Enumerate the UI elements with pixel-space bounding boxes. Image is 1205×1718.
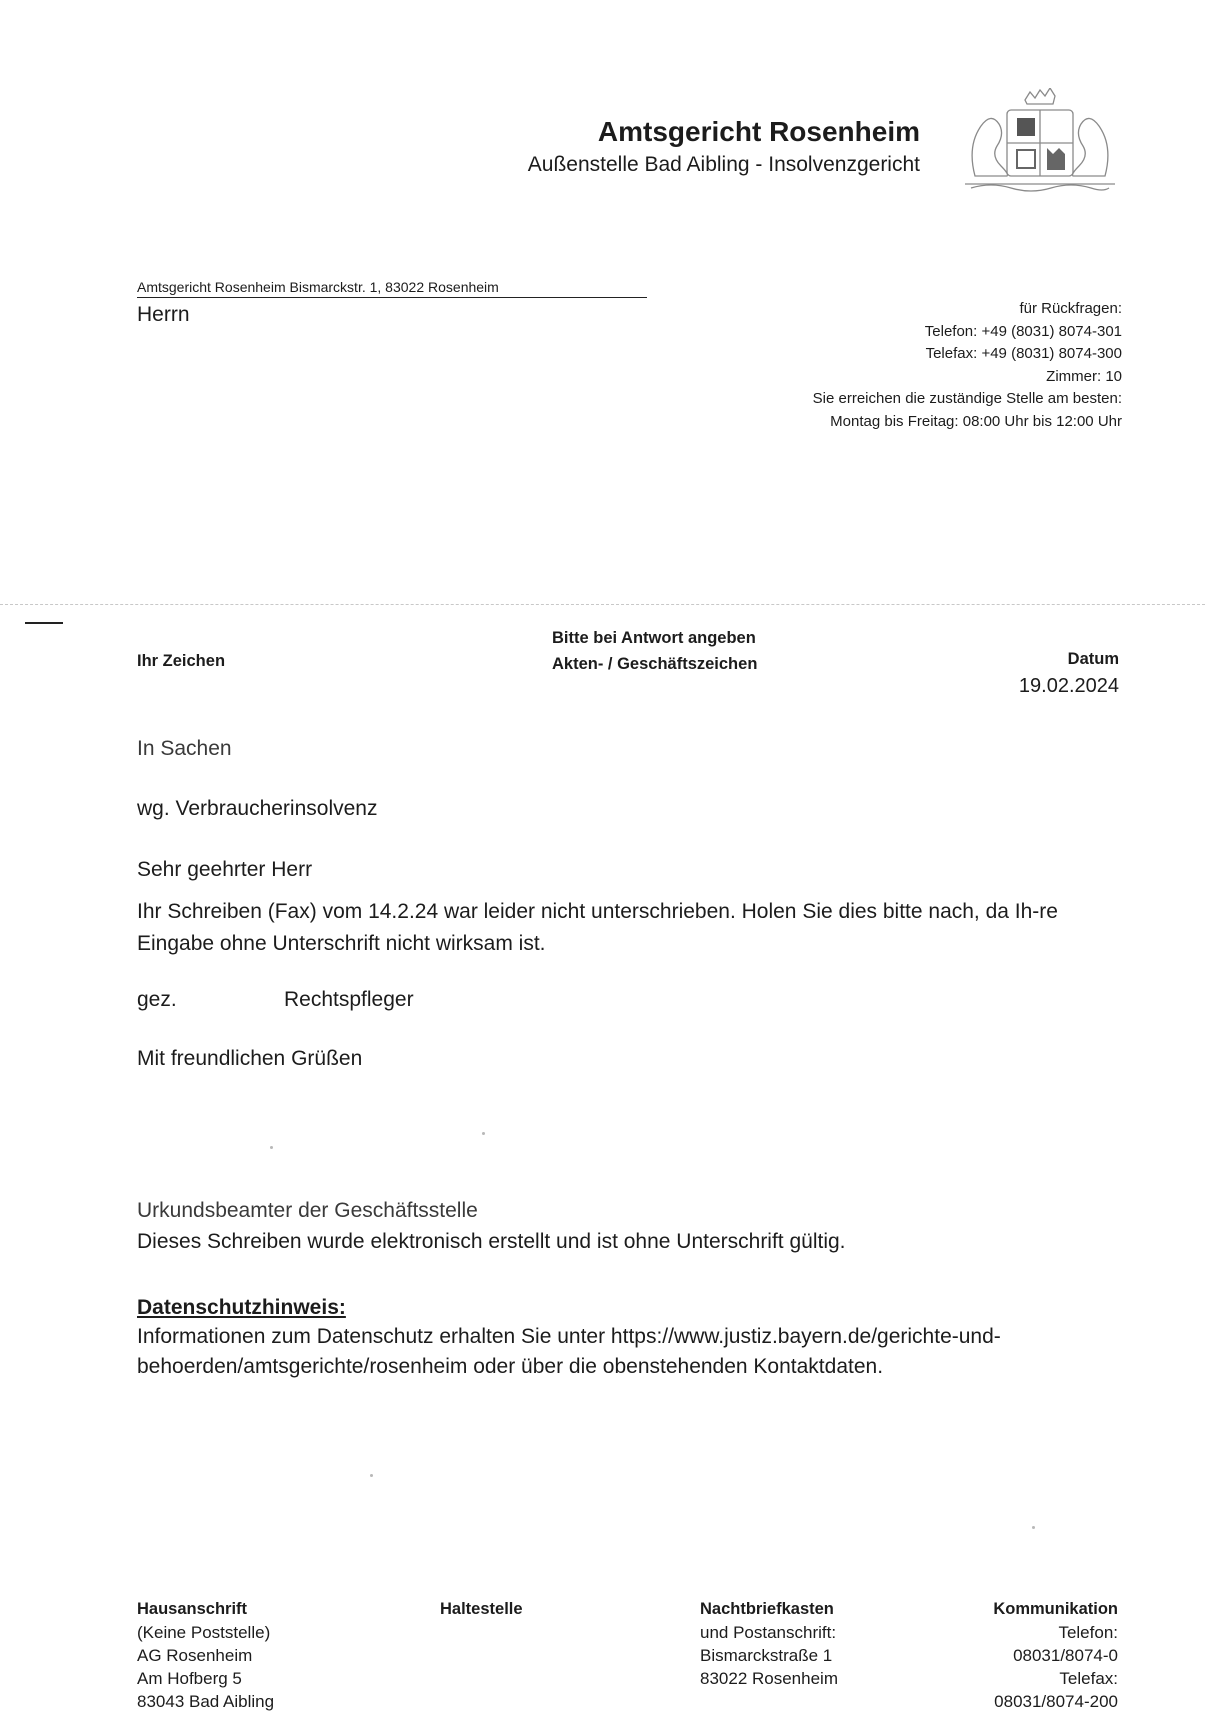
- gez-label: gez.: [137, 988, 177, 1011]
- datum-value: 19.02.2024: [1018, 675, 1119, 697]
- footer-line: und Postanschrift:: [700, 1623, 837, 1642]
- court-title: Amtsgericht Rosenheim: [597, 116, 920, 147]
- contact-block: [813, 298, 1122, 433]
- footer-line: Am Hofberg 5: [137, 1669, 242, 1688]
- privacy-text: Informationen zum Datenschutz erhalten Sie unter https://www.justiz.bayern.de/gerichte-und-behoerden/amtsgerichte/rosenheim oder über die obenstehenden Kontaktdaten.: [137, 1325, 1001, 1378]
- court-subtitle: Außenstelle Bad Aibling - Insolvenzgericht: [527, 153, 920, 176]
- contact-room: Zimmer: 10: [1046, 367, 1122, 385]
- footer-line: Telefax:: [1059, 1669, 1118, 1688]
- footer-nachtbriefkasten-title: Nachtbriefkasten: [700, 1600, 834, 1618]
- footer-kommunikation: [993, 1598, 1118, 1713]
- footer-line: 08031/8074-200: [994, 1692, 1118, 1711]
- fold-line: [0, 604, 1205, 605]
- scan-speck: [270, 1146, 273, 1149]
- greeting: Sehr geehrter Herr: [137, 858, 313, 881]
- fold-mark: [25, 622, 63, 624]
- contact-hours: Montag bis Freitag: 08:00 Uhr bis 12:00 Uhr: [830, 412, 1122, 430]
- scan-speck: [1032, 1526, 1035, 1529]
- footer-line: 83043 Bad Aibling: [137, 1692, 275, 1711]
- privacy-title: Datenschutzhinweis:: [137, 1296, 346, 1319]
- signer-role: Rechtspfleger: [284, 988, 414, 1011]
- footer-hausanschrift-title: Hausanschrift: [137, 1600, 248, 1618]
- footer-line: 83022 Rosenheim: [700, 1669, 838, 1688]
- footer-hausanschrift: [137, 1598, 274, 1713]
- contact-intro: für Rückfragen:: [1019, 300, 1122, 317]
- closing: Mit freundlichen Grüßen: [137, 1047, 363, 1070]
- contact-reach-hint: Sie erreichen die zuständige Stelle am besten:: [812, 390, 1122, 407]
- datum-label: Datum: [1067, 650, 1119, 668]
- footer-haltestelle-title: Haltestelle: [440, 1600, 523, 1618]
- contact-phone: Telefon: +49 (8031) 8074-301: [924, 322, 1122, 340]
- sender-address-line: Amtsgericht Rosenheim Bismarckstr. 1, 83022 Rosenheim: [137, 279, 647, 298]
- recipient-salutation: Herrn: [137, 303, 190, 326]
- electronic-note: Dieses Schreiben wurde elektronisch erstellt und ist ohne Unterschrift gültig.: [137, 1230, 846, 1253]
- bavarian-coat-of-arms-icon: [955, 88, 1125, 193]
- footer-line: Telefon:: [1058, 1623, 1118, 1642]
- antwort-hint: Bitte bei Antwort angeben: [552, 629, 756, 647]
- scan-speck: [482, 1132, 485, 1135]
- footer-nachtbriefkasten: [700, 1598, 838, 1690]
- reference-block: [552, 625, 757, 677]
- footer-line: 08031/8074-0: [1013, 1646, 1118, 1665]
- body-paragraph: Ihr Schreiben (Fax) vom 14.2.24 war leider nicht unterschrieben. Holen Sie dies bitte nach, da Ih-re Eingabe ohne Unterschrift nicht wirksam ist.: [137, 900, 1058, 955]
- subject-line: wg. Verbraucherinsolvenz: [137, 797, 378, 820]
- ihr-zeichen-label: Ihr Zeichen: [137, 652, 226, 670]
- akten-label: Akten- / Geschäftszeichen: [552, 655, 758, 673]
- contact-fax: Telefax: +49 (8031) 8074-300: [925, 345, 1122, 362]
- footer-line: (Keine Poststelle): [137, 1623, 271, 1642]
- in-sachen: In Sachen: [137, 737, 232, 760]
- footer-line: AG Rosenheim: [137, 1646, 253, 1665]
- footer-line: Bismarckstraße 1: [700, 1646, 833, 1665]
- footer-haltestelle: [440, 1598, 523, 1621]
- scan-speck: [370, 1474, 373, 1477]
- footer-kommunikation-title: Kommunikation: [993, 1600, 1118, 1618]
- official-title: Urkundsbeamter der Geschäftsstelle: [137, 1199, 478, 1222]
